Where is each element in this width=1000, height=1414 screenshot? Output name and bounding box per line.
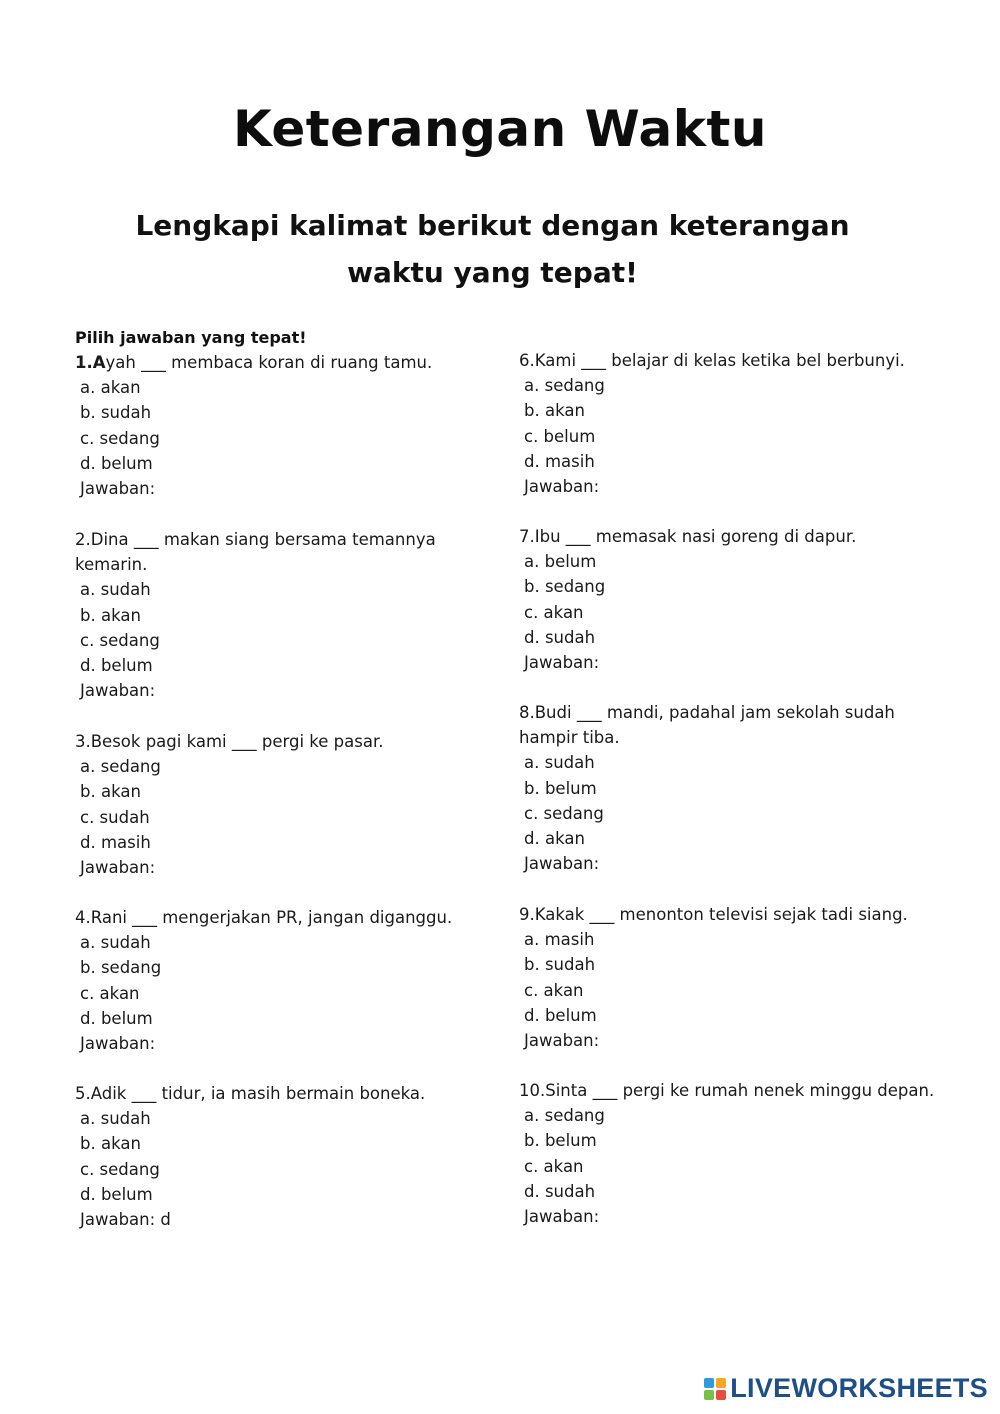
question-8	[519, 700, 949, 876]
option-d[interactable]: d. belum	[80, 656, 153, 676]
option-a[interactable]: a. akan	[80, 378, 141, 398]
answer-field[interactable]: Jawaban:	[80, 681, 156, 701]
question-1	[75, 350, 505, 501]
logo-square-blue	[704, 1378, 714, 1388]
answer-field[interactable]: Jawaban:	[524, 1031, 600, 1051]
option-b[interactable]: b. akan	[80, 1134, 141, 1154]
option-b[interactable]: b. sedang	[80, 958, 162, 978]
option-a[interactable]: a. masih	[524, 930, 595, 950]
option-a[interactable]: a. sudah	[524, 753, 595, 773]
option-c[interactable]: c. akan	[524, 602, 584, 622]
question-2	[75, 527, 505, 703]
option-a[interactable]: a. sedang	[524, 1106, 605, 1126]
question-stem: 3.Besok pagi kami ___ pergi ke pasar.	[75, 732, 384, 751]
option-b[interactable]: b. belum	[524, 778, 597, 798]
question-4	[75, 905, 505, 1056]
option-c[interactable]: c. akan	[80, 983, 140, 1003]
question-5	[75, 1081, 505, 1232]
option-b[interactable]: b. sudah	[524, 955, 596, 975]
option-c[interactable]: c. sedang	[80, 428, 160, 448]
answer-field[interactable]: Jawaban:	[524, 477, 600, 497]
liveworksheets-brand[interactable]	[704, 1373, 988, 1404]
question-stem: 9.Kakak ___ menonton televisi sejak tadi siang.	[519, 905, 908, 924]
question-stem	[75, 350, 505, 375]
question-9	[519, 902, 949, 1053]
option-a[interactable]: a. sedang	[524, 376, 605, 396]
liveworksheets-logo-icon	[704, 1378, 726, 1400]
answer-field[interactable]: Jawaban:	[524, 854, 600, 874]
question-10	[519, 1078, 949, 1229]
option-b[interactable]: b. akan	[80, 782, 141, 802]
answer-field[interactable]: Jawaban:	[80, 1034, 156, 1054]
option-b[interactable]: b. akan	[80, 605, 141, 625]
option-c[interactable]: c. sedang	[80, 1159, 160, 1179]
question-stem: 5.Adik ___ tidur, ia masih bermain boneka.	[75, 1084, 426, 1103]
option-a[interactable]: a. sedang	[80, 757, 161, 777]
option-a[interactable]: a. sudah	[80, 933, 151, 953]
instruction-text: Pilih jawaban yang tepat!	[75, 328, 307, 347]
option-b[interactable]: b. sudah	[80, 403, 152, 423]
question-text: yah ___ membaca koran di ruang tamu.	[105, 353, 433, 372]
option-d[interactable]: d. belum	[80, 453, 153, 473]
page-subtitle: Lengkapi kalimat berikut dengan keterangan waktu yang tepat!	[135, 209, 850, 289]
option-b[interactable]: b. akan	[524, 401, 585, 421]
option-c[interactable]: c. belum	[524, 426, 596, 446]
question-7	[519, 524, 949, 675]
option-b[interactable]: b. belum	[524, 1131, 597, 1151]
option-d[interactable]: d. masih	[80, 832, 151, 852]
option-c[interactable]: c. sudah	[80, 807, 150, 827]
option-d[interactable]: d. akan	[524, 829, 585, 849]
answer-field[interactable]: Jawaban:	[80, 858, 156, 878]
option-b[interactable]: b. sedang	[524, 577, 606, 597]
logo-square-green	[704, 1390, 714, 1400]
question-stem: 10.Sinta ___ pergi ke rumah nenek minggu depan.	[519, 1081, 935, 1100]
question-stem: 2.Dina ___ makan siang bersama temannya kemarin.	[75, 530, 436, 575]
answer-field[interactable]: Jawaban:	[524, 653, 600, 673]
option-d[interactable]: d. belum	[80, 1008, 153, 1028]
option-a[interactable]: a. sudah	[80, 580, 151, 600]
option-c[interactable]: c. sedang	[80, 630, 160, 650]
question-6	[519, 348, 949, 499]
option-c[interactable]: c. sedang	[524, 803, 604, 823]
answer-field[interactable]: Jawaban:	[80, 479, 156, 499]
logo-square-red	[716, 1390, 726, 1400]
question-stem: 8.Budi ___ mandi, padahal jam sekolah sudah hampir tiba.	[519, 703, 895, 748]
question-stem: 6.Kami ___ belajar di kelas ketika bel berbunyi.	[519, 351, 905, 370]
option-c[interactable]: c. akan	[524, 1156, 584, 1176]
option-a[interactable]: a. belum	[524, 552, 597, 572]
option-d[interactable]: d. belum	[524, 1005, 597, 1025]
answer-field[interactable]: Jawaban:	[524, 1207, 600, 1227]
option-d[interactable]: d. masih	[524, 451, 595, 471]
question-stem: 7.Ibu ___ memasak nasi goreng di dapur.	[519, 527, 857, 546]
option-d[interactable]: d. sudah	[524, 627, 596, 647]
option-d[interactable]: d. sudah	[524, 1181, 596, 1201]
question-stem: 4.Rani ___ mengerjakan PR, jangan diganggu.	[75, 908, 453, 927]
answer-field[interactable]: Jawaban: d	[80, 1210, 171, 1230]
option-c[interactable]: c. akan	[524, 980, 584, 1000]
page-title: Keterangan Waktu	[233, 100, 767, 158]
logo-square-orange	[716, 1378, 726, 1388]
option-a[interactable]: a. sudah	[80, 1109, 151, 1129]
option-d[interactable]: d. belum	[80, 1184, 153, 1204]
question-lead: 1.A	[75, 353, 106, 372]
brand-name: LIVEWORKSHEETS	[730, 1373, 988, 1403]
question-3	[75, 729, 505, 880]
